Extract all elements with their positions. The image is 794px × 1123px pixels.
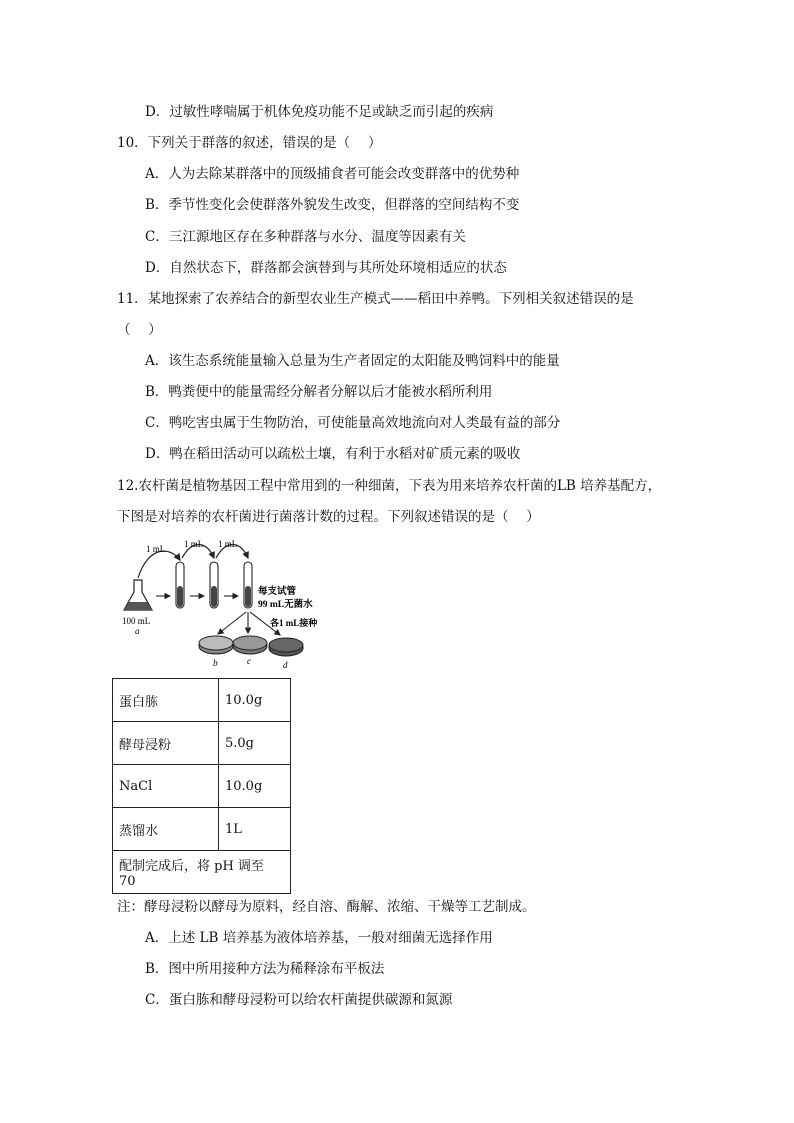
q11-option-d: D．鸭在稻田活动可以疏松土壤，有利于水稻对矿质元素的吸收	[145, 446, 521, 462]
table-row	[113, 722, 291, 765]
q10-option-b: B．季节性变化会使群落外貌发生改变，但群落的空间结构不变	[145, 197, 520, 213]
ingredient-amount: 5.0g	[219, 722, 291, 765]
ingredient-name: 蒸馏水	[113, 808, 219, 851]
table-footer: 配制完成后，将 pH 调至 70	[113, 851, 291, 894]
tube-note-line-2: 99 mL无菌水	[258, 600, 313, 610]
plate-b	[199, 636, 233, 654]
q10-option-a: A．人为去除某群落中的顶级捕食者可能会改变群落中的优势种	[145, 166, 520, 182]
plate-c-label: c	[247, 656, 251, 666]
q12-note: 注：酵母浸粉以酵母为原料，经自溶、酶解、浓缩、干燥等工艺制成。	[117, 899, 536, 915]
q11-option-b: B．鸭粪便中的能量需经分解者分解以后才能被水稻所利用	[145, 384, 493, 400]
q9-option-d: D．过敏性哮喘属于机体免疫功能不足或缺乏而引起的疾病	[145, 104, 494, 120]
table-row	[113, 765, 291, 808]
transfer-arc-1	[138, 551, 180, 578]
plate-d-label: d	[283, 660, 288, 670]
transfer-label-2: 1 mL	[184, 539, 204, 549]
q11-stem-blank: （ ）	[117, 322, 162, 338]
table-row	[113, 679, 291, 722]
flask-letter-label: a	[135, 626, 140, 636]
ingredient-name: 酵母浸粉	[113, 722, 219, 765]
plate-c	[233, 636, 267, 654]
ingredient-amount: 10.0g	[219, 765, 291, 808]
q10-option-d: D．自然状态下，群落都会演替到与其所处环境相适应的状态	[145, 260, 507, 276]
q12-option-b: B．图中所用接种方法为稀释涂布平板法	[145, 961, 385, 977]
plate-note: 各1 mL接种	[270, 618, 318, 628]
ingredient-amount: 10.0g	[219, 679, 291, 722]
table-row	[113, 808, 291, 851]
table-footer-row	[113, 851, 291, 894]
plate-d	[269, 638, 303, 656]
flask-a	[124, 580, 152, 610]
test-tube-3	[244, 562, 252, 608]
tube-note-line-1: 每支试管	[258, 587, 297, 597]
test-tube-2	[210, 562, 218, 608]
ingredient-name: NaCl	[113, 765, 219, 808]
test-tube-1	[176, 562, 184, 608]
q10-stem: 10．下列关于群落的叙述，错误的是（ ）	[117, 135, 382, 151]
q12-option-c: C．蛋白胨和酵母浸粉可以给农杆菌提供碳源和氮源	[145, 992, 453, 1008]
ingredient-amount: 1L	[219, 808, 291, 851]
q12-option-a: A．上述 LB 培养基为液体培养基，一般对细菌无选择作用	[145, 930, 493, 946]
dilution-plating-diagram	[120, 536, 335, 676]
plate-b-label: b	[213, 658, 218, 668]
ingredient-name: 蛋白胨	[113, 679, 219, 722]
q10-option-c: C．三江源地区存在多种群落与水分、温度等因素有关	[145, 229, 466, 245]
q11-stem: 11．某地探索了农养结合的新型农业生产模式——稻田中养鸭。下列相关叙述错误的是	[117, 291, 634, 307]
q11-option-c: C．鸭吃害虫属于生物防治，可使能量高效地流向对人类最有益的部分	[145, 415, 561, 431]
transfer-label-3: 1 mL	[218, 539, 238, 549]
lb-medium-recipe-table	[112, 678, 291, 894]
q12-stem-continued: 下图是对培养的农杆菌进行菌落计数的过程。下列叙述错误的是（ ）	[117, 509, 540, 525]
flask-volume-label: 100 mL	[122, 616, 151, 626]
q11-option-a: A．该生态系统能量输入总量为生产者固定的太阳能及鸭饲料中的能量	[145, 353, 560, 369]
q12-stem: 12.农杆菌是植物基因工程中常用到的一种细菌，下表为用来培养农杆菌的LB 培养基配方，	[117, 478, 662, 494]
transfer-label-1: 1 mL	[146, 544, 166, 554]
